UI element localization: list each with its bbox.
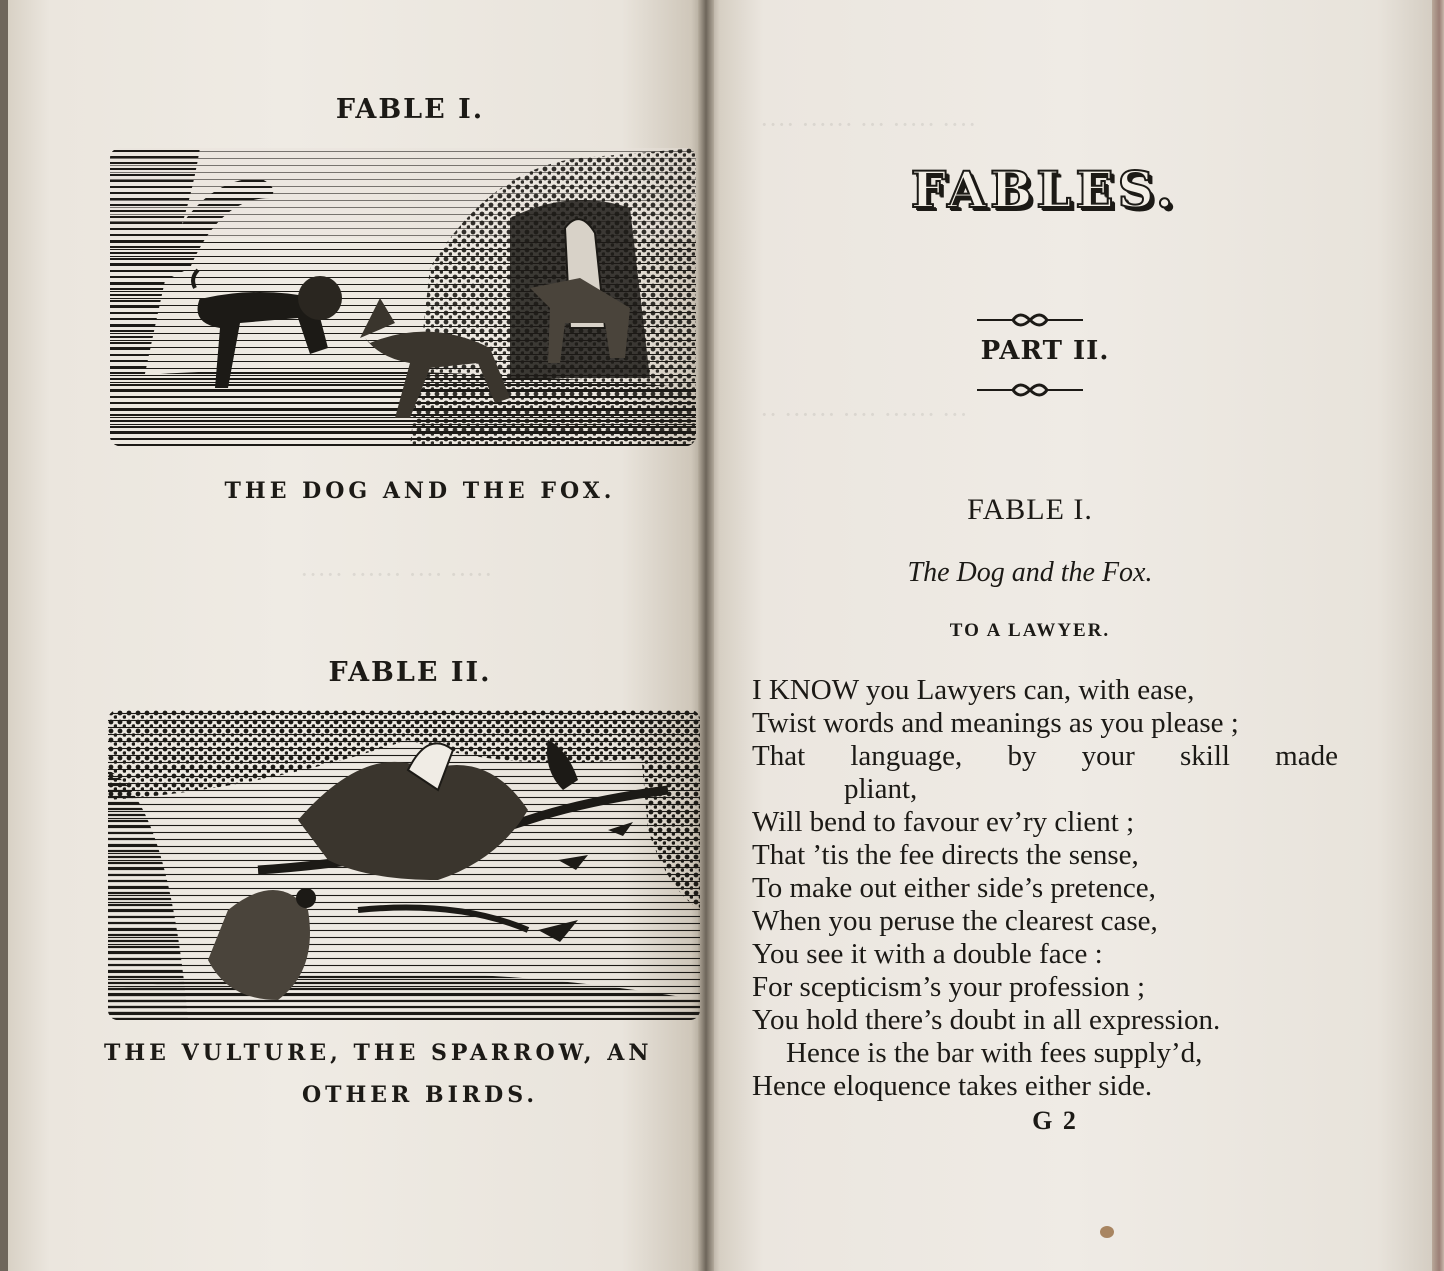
signature-mark: G 2 [1032,1106,1078,1135]
ornament-divider-icon [975,378,1085,402]
fable-heading: FABLE I. [967,493,1093,526]
verse-line: You see it with a double face : [752,938,1103,970]
fable-one-caption: THE DOG AND THE FOX. [224,478,616,504]
verse-word: your [1081,740,1135,772]
fable-one-heading: FABLE I. [335,94,485,125]
book-gutter [698,0,714,1271]
verse-line: Will bend to favour ev’ry client ; [752,806,1135,838]
book-title: FABLES. [910,160,1178,219]
verse-line: Twist words and meanings as you please ; [752,707,1239,739]
dedication: TO A LAWYER. [949,620,1111,641]
verse-line-justified [752,740,1338,773]
fable-subtitle: The Dog and the Fox. [907,557,1153,588]
fable-two-heading: FABLE II. [328,657,492,688]
verse-line: Hence eloquence takes either side. [752,1070,1153,1102]
verse-line: When you peruse the clearest case, [752,905,1158,937]
verse-word: made [1275,740,1338,772]
verse-line: For scepticism’s your profession ; [752,971,1146,1003]
ink-stain [1100,1226,1114,1238]
verse-line: You hold there’s doubt in all expression. [752,1004,1221,1036]
page-edge [1432,0,1444,1271]
dog-and-fox-engraving [110,148,696,446]
verse-body [752,674,1352,1103]
verse-line: That ’tis the fee directs the sense, [752,839,1139,871]
show-through-text: ···· ····· ··· ······ ···· [760,110,977,139]
vulture-and-birds-engraving [108,710,700,1020]
ornament-divider-icon [975,308,1085,332]
verse-line: Hence is the bar with fees supply’d, [786,1037,1203,1069]
verse-line: To make out either side’s pretence, [752,872,1156,904]
verse-word: That [752,740,806,772]
fable-two-caption-line1: THE VULTURE, THE SPARROW, AN [104,1040,653,1066]
verse-word: language, [850,740,963,772]
verse-line: I KNOW you Lawyers can, with ease, [752,674,1195,706]
show-through-text: ····· ···· ······ ····· [300,560,493,589]
show-through-text: ··· ······ ···· ······ ·· [760,400,968,429]
verse-word: skill [1180,740,1230,772]
part-heading: PART II. [980,336,1110,366]
verse-word: by [1007,740,1037,772]
fable-two-caption-line2: OTHER BIRDS. [301,1082,539,1108]
verse-line: pliant, [844,773,918,805]
